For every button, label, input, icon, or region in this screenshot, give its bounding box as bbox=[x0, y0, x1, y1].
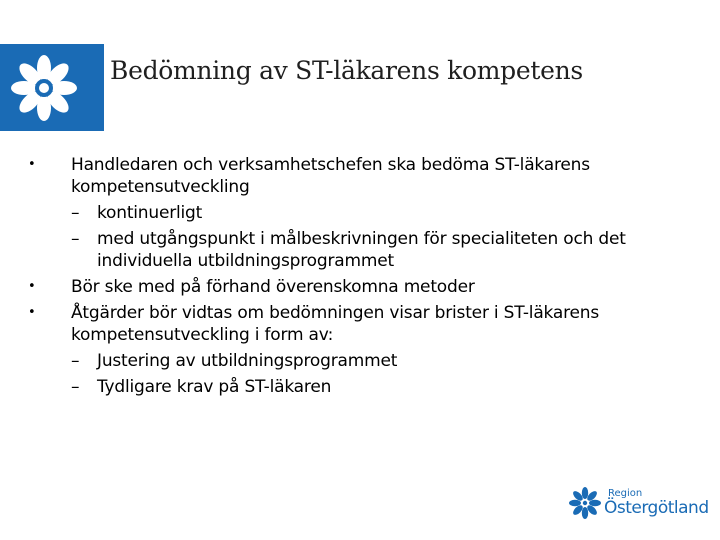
slide-title: Bedömning av ST-läkarens kompetens bbox=[110, 56, 583, 85]
dash-marker: – bbox=[71, 377, 80, 397]
bullet-list bbox=[28, 154, 698, 402]
flower-logo-icon bbox=[0, 44, 104, 131]
region-name: Östergötland bbox=[604, 498, 709, 518]
dash-marker: – bbox=[71, 203, 80, 223]
sub-item-text: med utgångspunkt i målbeskrivningen för specialiteten och det individuella utbildningsprogrammet bbox=[97, 229, 626, 271]
sub-item bbox=[71, 350, 698, 372]
bullet-item bbox=[28, 276, 698, 298]
sub-item-text: Tydligare krav på ST-läkaren bbox=[97, 377, 332, 397]
flower-logo-icon bbox=[568, 486, 602, 520]
dash-marker: – bbox=[71, 229, 80, 249]
bullet-marker: • bbox=[28, 157, 36, 172]
sub-item bbox=[71, 202, 698, 224]
bullet-marker: • bbox=[28, 279, 36, 294]
bullet-item bbox=[28, 154, 698, 272]
region-logo-box bbox=[0, 44, 104, 131]
sub-list bbox=[71, 202, 698, 272]
sub-item-text: Justering av utbildningsprogrammet bbox=[97, 351, 398, 371]
region-label: Region bbox=[608, 488, 643, 499]
bullet-text: Bör ske med på förhand överenskomna metoder bbox=[71, 277, 475, 297]
bullet-item bbox=[28, 302, 698, 398]
sub-item bbox=[71, 228, 698, 272]
bullet-text: Handledaren och verksamhetschefen ska bedöma ST-läkarens kompetensutveckling bbox=[71, 155, 590, 197]
footer-logo bbox=[568, 486, 708, 522]
bullet-marker: • bbox=[28, 305, 36, 320]
sub-list bbox=[71, 350, 698, 398]
bullet-text: Åtgärder bör vidtas om bedömningen visar brister i ST-läkarens kompetensutveckling i form av: bbox=[71, 303, 600, 345]
sub-item-text: kontinuerligt bbox=[97, 203, 203, 223]
sub-item bbox=[71, 376, 698, 398]
dash-marker: – bbox=[71, 351, 80, 371]
